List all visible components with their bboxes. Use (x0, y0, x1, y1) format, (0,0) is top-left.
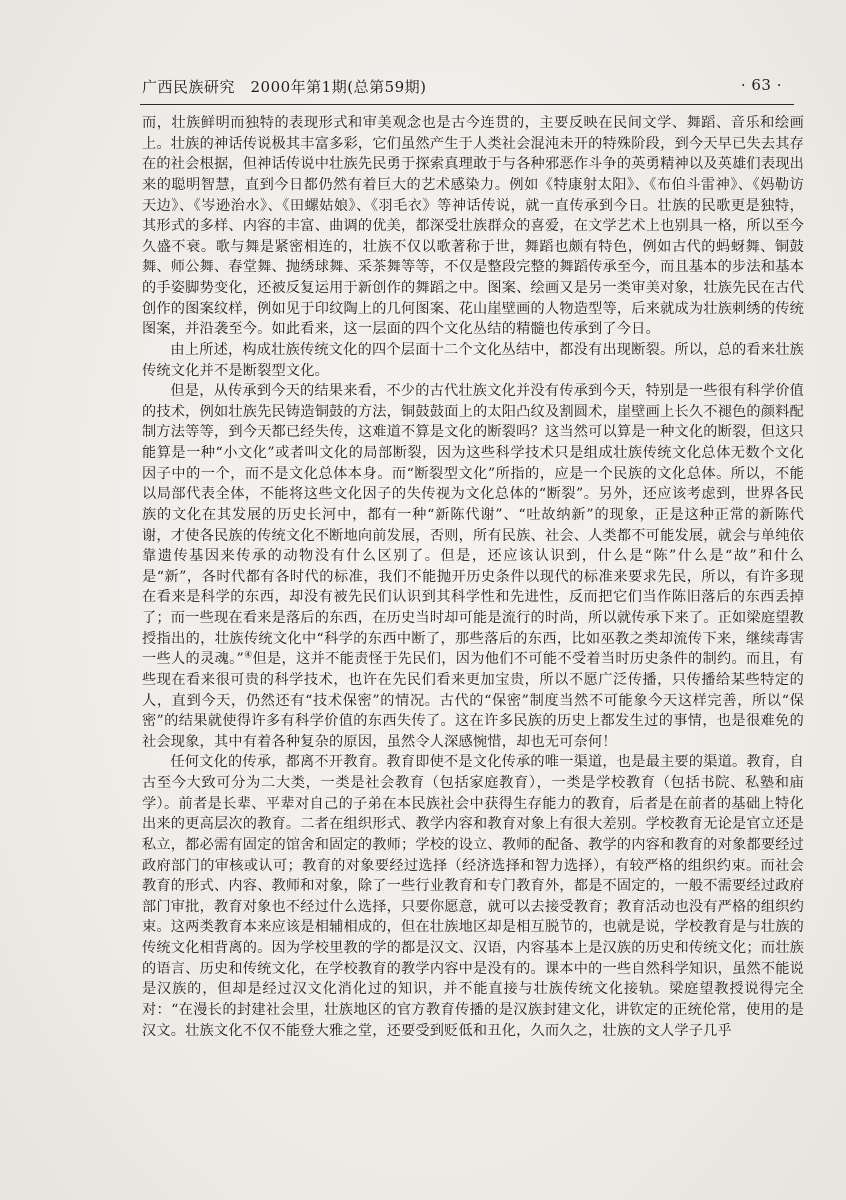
journal-info: 广西民族研究 2000年第1期(总第59期) (142, 78, 427, 96)
page-number: · 63 · (740, 76, 782, 94)
paragraph-3-text: 但是，从传承到今天的结果来看，不少的古代壮族文化并没有传承到今天，特别是一些很有科学价值的技术，例如壮族先民铸造铜鼓的方法，铜鼓鼓面上的太阳凸纹及割圆术，崖壁画上长久不褪色的颜料配制方法等等，到今天都已经失传，这难道不算是文化的断裂吗？这当然可以算是一种文化的断裂，但这只能算是一种“小文化”或者叫文化的局部断裂，因为这些科学技术只是组成壮族传统文化总体无数个文化因子中的一个，而不是文化总体本身。而“断裂型文化”所指的，应是一个民族的文化总体。所以，不能以局部代表全体，不能将这些文化因子的失传视为文化总体的“断裂”。另外，还应该考虑到，世界各民族的文化在其发展的历史长河中，都有一种“新陈代谢”、“吐故纳新”的现象，正是这种正常的新陈代谢，才使各民族的传统文化不断地向前发展，否则，所有民族、社会、人类都不可能发展，就会与单纯依靠遗传基因来传承的动物没有什么区别了。但是，还应该认识到，什么是“陈”什么是“故”和什么是“新”，各时代都有各时代的标准，我们不能抛开历史条件以现代的标准来要求先民，所以，有许多现在看来是科学的东西，却没有被先民们认识到其科学性和先进性，反而把它们当作陈旧落后的东西丢掉了；而一些现在看来是落后的东西，在历史当时却可能是流行的时尚，所以就传承下来了。正如梁庭望教授指出的，壮族传统文化中“科学的东西中断了，那些落后的东西，比如巫教之类却流传下来，继续毒害一些人的灵魂。” (142, 383, 804, 668)
paragraph-3 (142, 381, 804, 752)
paragraph-1: 而，壮族鲜明而独特的表现形式和审美观念也是古今连贯的，主要反映在民间文学、舞蹈、音乐和绘画上。壮族的神话传说极其丰富多彩，它们虽然产生于人类社会混沌未开的特殊阶段，到今天早已失去其存在的社会根据，但神话传说中壮族先民勇于探索真理敢于与各种邪恶作斗争的英勇精神以及英雄们表现出来的聪明智慧，直到今日都仍然有着巨大的艺术感染力。例如《特康射太阳》、《布伯斗雷神》、《妈勒访天边》、《岑逊治水》、《田螺姑娘》、《羽毛衣》等神话传说，就一直传承到今日。壮族的民歌更是独特，其形式的多样、内容的丰富、曲调的优美，都深受壮族群众的喜爱，在文学艺术上也别具一格，所以至今久盛不衰。歌与舞是紧密相连的，壮族不仅以歌著称于世，舞蹈也颇有特色，例如古代的蚂蚜舞、铜鼓舞、师公舞、春堂舞、抛绣球舞、采茶舞等等，不仅是整段完整的舞蹈传承至今，而且基本的步法和基本的手姿脚势变化，还被反复运用于新创作的舞蹈之中。图案、绘画又是另一类审美对象，壮族先民在古代创作的图案纹样，例如见于印纹陶上的几何图案、花山崖壁画的人物造型等，后来就成为壮族刺绣的传统图案，并沿袭至今。如此看来，这一层面的四个文化丛结的精髓也传承到了今日。 (142, 115, 804, 338)
body-text (142, 113, 804, 1041)
paragraph-2: 由上所述，构成壮族传统文化的四个层面十二个文化丛结中，都没有出现断裂。所以，总的看来壮族传统文化并不是断裂型文化。 (142, 341, 804, 379)
header-rule (140, 104, 794, 105)
paragraph-4: 任何文化的传承，都离不开教育。教育即使不是文化传承的唯一渠道，也是最主要的渠道。教育，自古至今大致可分为二大类，一类是社会教育（包括家庭教育），一类是学校教育（包括书院、私塾和庙学）。前者是长辈、平辈对自己的子弟在本民族社会中获得生存能力的教育，后者是在前者的基础上特化出来的更高层次的教育。二者在组织形式、教学内容和教育对象上有很大差别。学校教育无论是官立还是私立，都必需有固定的馆舍和固定的教师；学校的设立、教师的配备、教学的内容和教育的对象都要经过政府部门的审核或认可；教育的对象要经过选择（经济选择和智力选择），有较严格的组织约束。而社会教育的形式、内容、教师和对象，除了一些行业教育和专门教育外，都是不固定的，一般不需要经过政府部门审批，教育对象也不经过什么选择，只要你愿意，就可以去接受教育；教育活动也没有严格的组织约束。这两类教育本来应该是相辅相成的，但在壮族地区却是相互脱节的，也就是说，学校教育是与壮族的传统文化相背离的。因为学校里教的学的都是汉文、汉语，内容基本上是汉族的历史和传统文化；而壮族的语言、历史和传统文化，在学校教育的教学内容中是没有的。课本中的一些自然科学知识，虽然不能说是汉族的，但却是经过汉文化消化过的知识，并不能直接与壮族传统文化接轨。梁庭望教授说得完全对：“在漫长的封建社会里，壮族地区的官方教育传播的是汉族封建文化，讲钦定的正统伦常，使用的是汉文。壮族文化不仅不能登大雅之堂，还要受到贬低和丑化，久而久之，壮族的文人学子几乎 (142, 754, 804, 1039)
running-header (142, 76, 790, 102)
paragraph-3-tail: 但是，这并不能责怪于先民们，因为他们不可能不受着当时历史条件的制约。而且，有些现在看来很可贵的科学技术，也许在先民们看来更加宝贵，所以不愿广泛传播，只传播给某些特定的人，直到今天，仍然还有“技术保密”的情况。古代的“保密”制度当然不可能象今天这样完善，所以“保密”的结果就使得许多有科学价值的东西失传了。这在许多民族的历史上都发生过的事情，也是很难免的社会现象，其中有着各种复杂的原因，虽然令人深感惋惜，却也无可奈何！ (142, 651, 804, 750)
footnote-marker: ④ (243, 650, 253, 661)
